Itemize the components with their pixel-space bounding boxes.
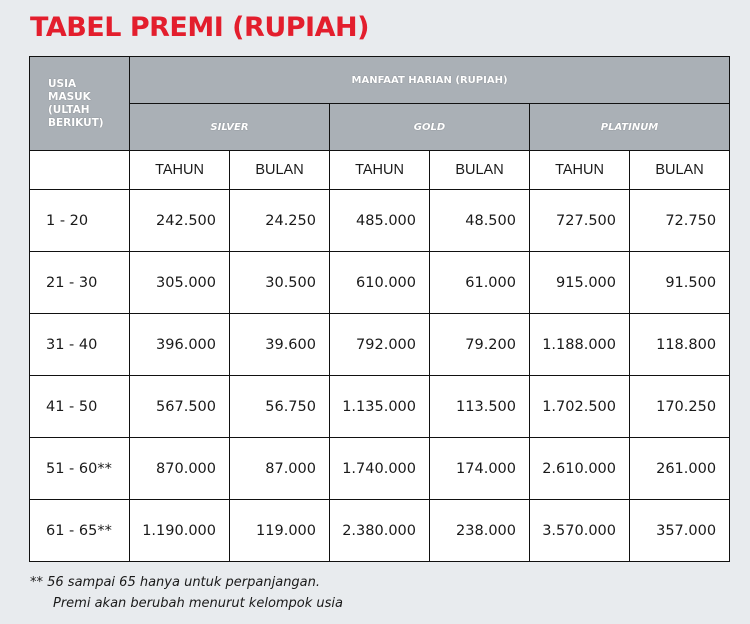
value-cell: 91.500	[630, 252, 730, 314]
value-cell: 396.000	[130, 314, 230, 376]
value-cell: 56.750	[230, 376, 330, 438]
tier-header-platinum: PLATINUM	[530, 104, 730, 151]
table-row	[30, 500, 730, 562]
period-header-platinum-year: TAHUN	[530, 151, 630, 190]
value-cell: 118.800	[630, 314, 730, 376]
value-cell: 1.190.000	[130, 500, 230, 562]
value-cell: 567.500	[130, 376, 230, 438]
value-cell: 2.380.000	[330, 500, 430, 562]
value-cell: 39.600	[230, 314, 330, 376]
value-cell: 113.500	[430, 376, 530, 438]
value-cell: 727.500	[530, 190, 630, 252]
period-header-gold-year: TAHUN	[330, 151, 430, 190]
value-cell: 242.500	[130, 190, 230, 252]
value-cell: 174.000	[430, 438, 530, 500]
value-cell: 610.000	[330, 252, 430, 314]
value-cell: 48.500	[430, 190, 530, 252]
value-cell: 485.000	[330, 190, 430, 252]
period-header-silver-month: BULAN	[230, 151, 330, 190]
value-cell: 305.000	[130, 252, 230, 314]
value-cell: 792.000	[330, 314, 430, 376]
table-row	[30, 252, 730, 314]
value-cell: 2.610.000	[530, 438, 630, 500]
value-cell: 1.188.000	[530, 314, 630, 376]
tier-header-silver: SILVER	[130, 104, 330, 151]
age-cell: 61 - 65**	[30, 500, 130, 562]
age-cell: 1 - 20	[30, 190, 130, 252]
footnote-line-1: ** 56 sampai 65 hanya untuk perpanjangan.	[30, 575, 321, 590]
value-cell: 24.250	[230, 190, 330, 252]
value-cell: 238.000	[430, 500, 530, 562]
age-column-header	[30, 57, 130, 151]
tier-header-gold: GOLD	[330, 104, 530, 151]
age-header-line: (ULTAH	[48, 103, 90, 116]
value-cell: 61.000	[430, 252, 530, 314]
period-header-silver-year: TAHUN	[130, 151, 230, 190]
value-cell: 870.000	[130, 438, 230, 500]
period-header-gold-month: BULAN	[430, 151, 530, 190]
age-cell: 31 - 40	[30, 314, 130, 376]
age-cell: 51 - 60**	[30, 438, 130, 500]
header-row-group	[30, 57, 730, 104]
table-row	[30, 376, 730, 438]
value-cell: 915.000	[530, 252, 630, 314]
table-row	[30, 314, 730, 376]
page-title: TABEL PREMI (RUPIAH)	[30, 12, 369, 43]
premium-table	[29, 56, 730, 562]
value-cell: 170.250	[630, 376, 730, 438]
value-cell: 87.000	[230, 438, 330, 500]
age-header-line: BERIKUT)	[48, 116, 104, 129]
period-header-platinum-month: BULAN	[630, 151, 730, 190]
table-row	[30, 438, 730, 500]
header-row-tiers	[30, 104, 730, 151]
value-cell: 1.740.000	[330, 438, 430, 500]
value-cell: 3.570.000	[530, 500, 630, 562]
value-cell: 119.000	[230, 500, 330, 562]
table-row	[30, 190, 730, 252]
value-cell: 72.750	[630, 190, 730, 252]
age-cell: 21 - 30	[30, 252, 130, 314]
footnote-line-2: Premi akan berubah menurut kelompok usia	[53, 596, 344, 611]
value-cell: 79.200	[430, 314, 530, 376]
value-cell: 30.500	[230, 252, 330, 314]
value-cell: 1.702.500	[530, 376, 630, 438]
value-cell: 1.135.000	[330, 376, 430, 438]
value-cell: 357.000	[630, 500, 730, 562]
footnote	[30, 572, 343, 614]
daily-benefit-header: MANFAAT HARIAN (RUPIAH)	[130, 57, 730, 104]
age-header-line: USIA	[48, 77, 77, 90]
age-cell: 41 - 50	[30, 376, 130, 438]
age-blank-cell	[30, 151, 130, 190]
header-row-period	[30, 151, 730, 190]
age-header-line: MASUK	[48, 90, 91, 103]
value-cell: 261.000	[630, 438, 730, 500]
